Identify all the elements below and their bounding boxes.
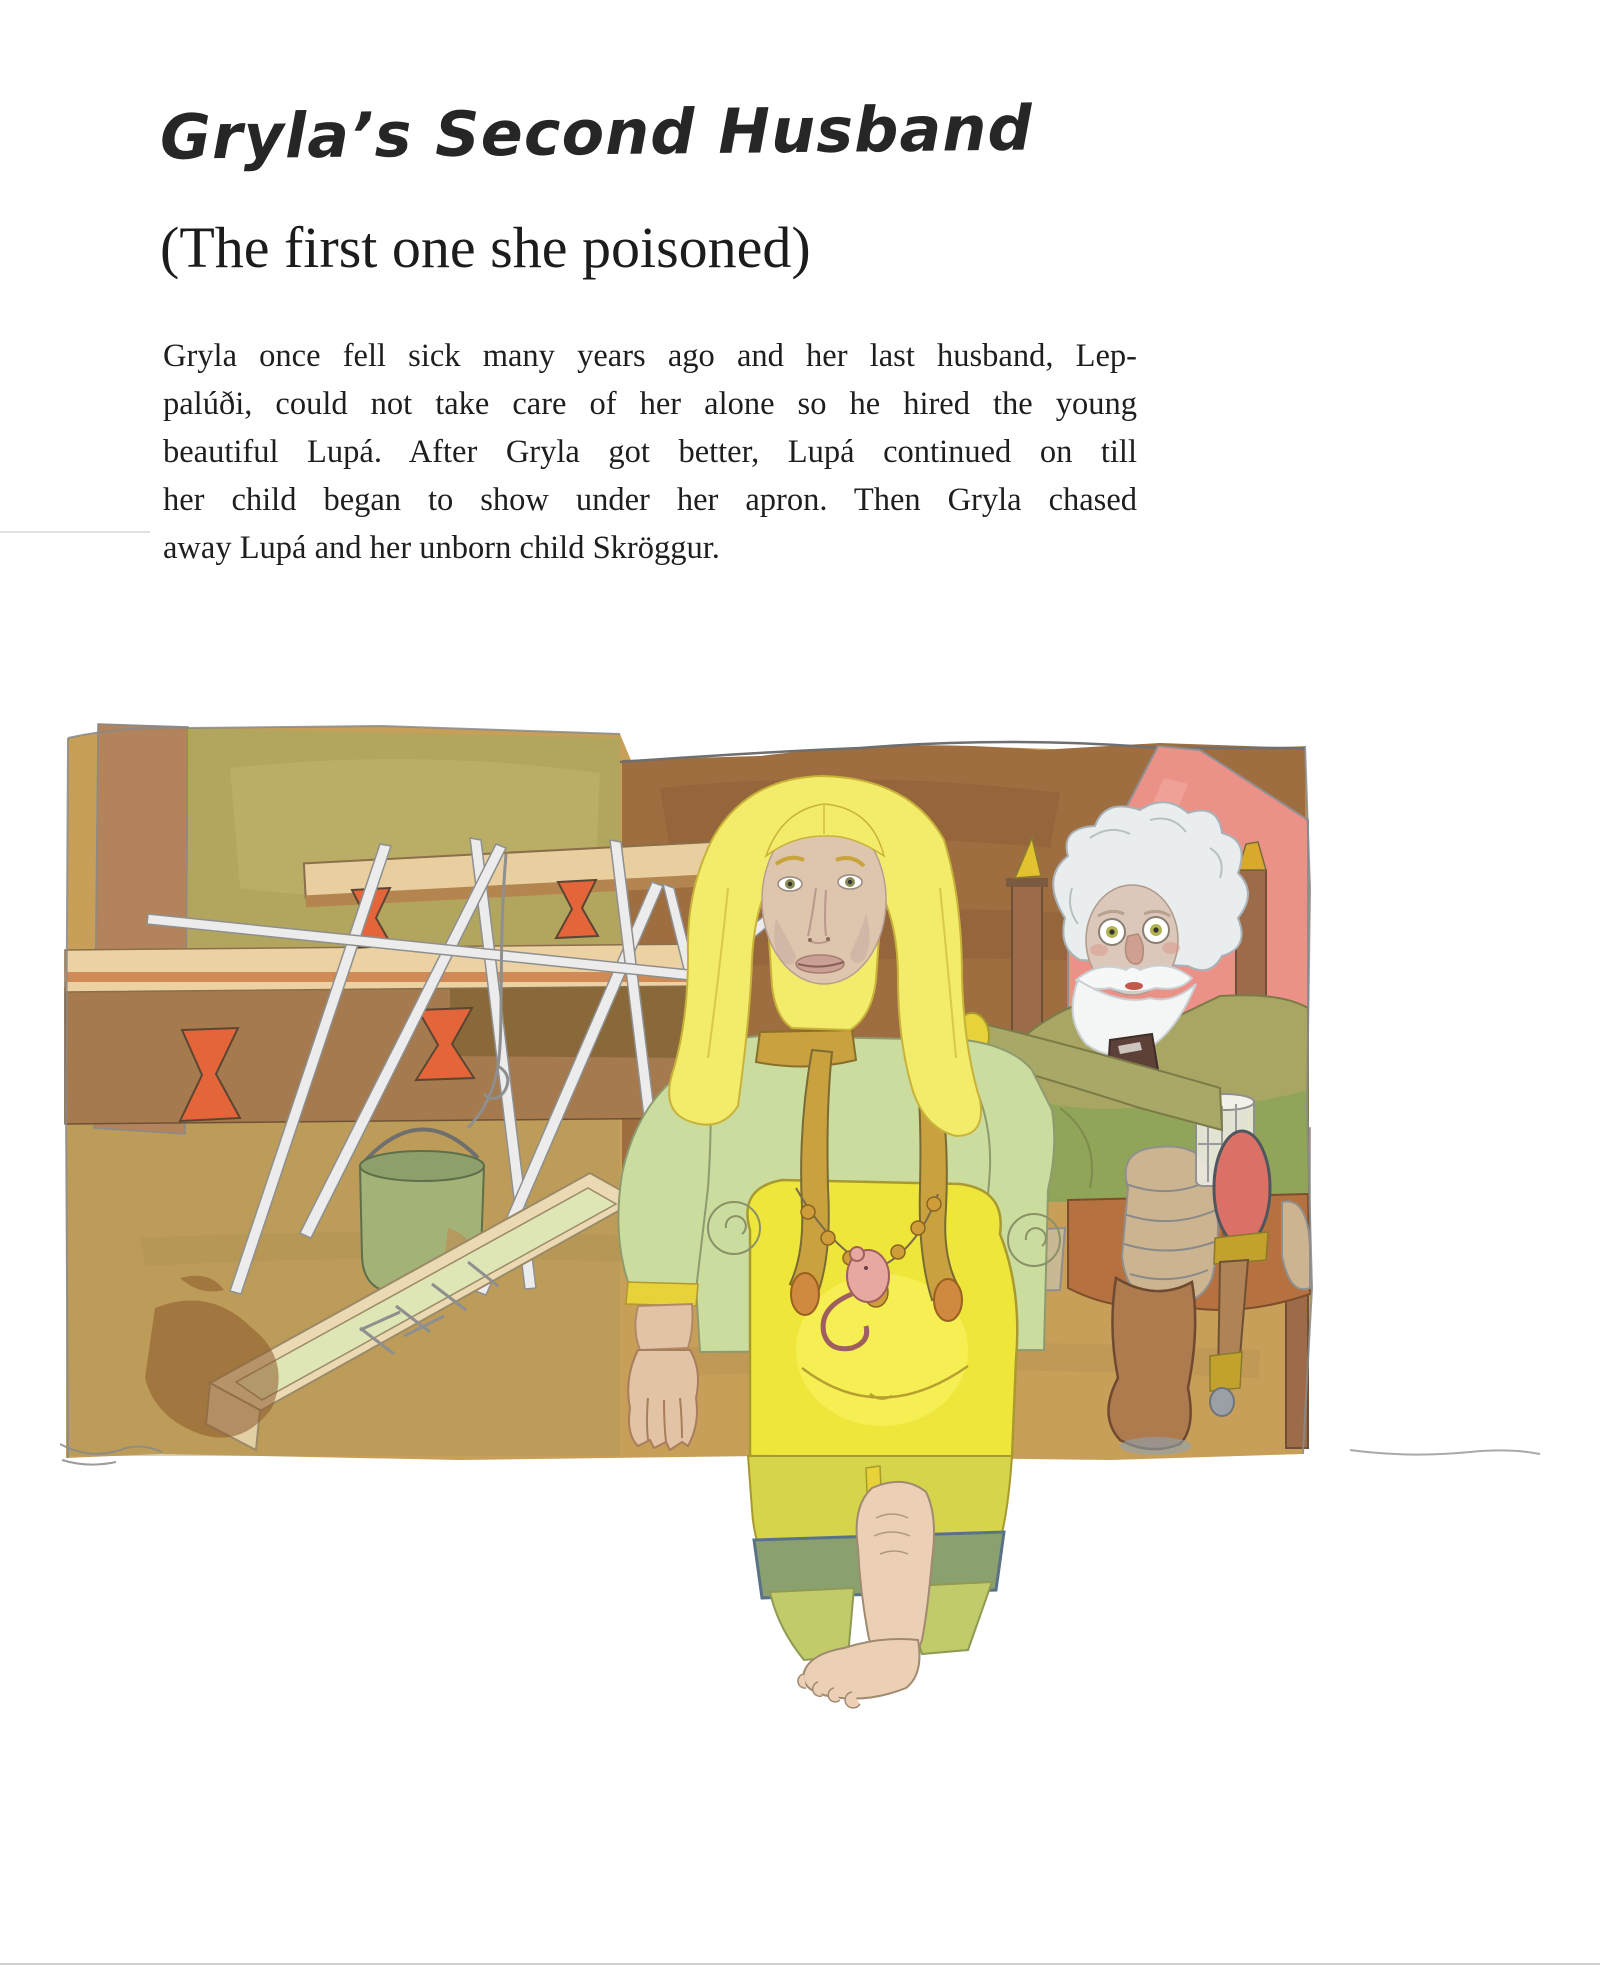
man-lips (1125, 982, 1143, 990)
scan-artifact-line (0, 531, 150, 533)
candle-plate (1006, 878, 1048, 887)
strap-loop-right (934, 1279, 962, 1321)
bead (891, 1245, 905, 1259)
story-line: away Lupá and her unborn child Skröggur. (163, 530, 720, 566)
boot-sole-shadow (1120, 1437, 1192, 1455)
bead (821, 1231, 835, 1245)
right-sleeve-cuff (626, 1282, 698, 1306)
peg-lower-band (1210, 1352, 1242, 1391)
bead (927, 1197, 941, 1211)
nostril-right (826, 937, 830, 941)
bead (911, 1221, 925, 1235)
woman-bare-leg (857, 1482, 934, 1660)
man-left-pupil (1109, 929, 1114, 934)
shelf-shadow-patch (450, 984, 700, 1058)
bead (801, 1205, 815, 1219)
bottom-right-stray-line (1350, 1450, 1540, 1455)
woman-left-pupil (788, 882, 792, 886)
peg-red-pad (1214, 1131, 1270, 1245)
woman-right-pupil (848, 880, 852, 884)
page-title: Gryla’s Second Husband (159, 91, 1034, 174)
man-right-pupil (1153, 927, 1158, 932)
creature-ear (850, 1247, 864, 1261)
story-line: her child began to show under her apron. Then Gryla chased (163, 482, 1137, 518)
page-bottom-scan-line (0, 1963, 1600, 1965)
woman-right-forearm (635, 1304, 692, 1350)
nostril-left (808, 938, 812, 942)
page-subtitle: (The first one she poisoned) (160, 215, 811, 280)
story-line: Gryla once fell sick many years ago and her last husband, Lep- (163, 338, 1137, 374)
creature-eye (864, 1266, 868, 1270)
story-paragraph (163, 332, 1137, 572)
watercolor-illustration (60, 588, 1550, 1710)
peg-tip (1210, 1388, 1234, 1416)
story-line: beautiful Lupá. After Gryla got better, Lupá continued on till (163, 434, 1137, 470)
man-boot (1108, 1278, 1195, 1449)
woman-collar (756, 1030, 856, 1067)
pot-rim (360, 1151, 484, 1181)
man-nose (1125, 934, 1143, 964)
peg-yellow-band (1214, 1232, 1268, 1264)
story-line: palúði, could not take care of her alone so he hired the young (163, 386, 1137, 422)
strap-loop-left (791, 1273, 819, 1315)
